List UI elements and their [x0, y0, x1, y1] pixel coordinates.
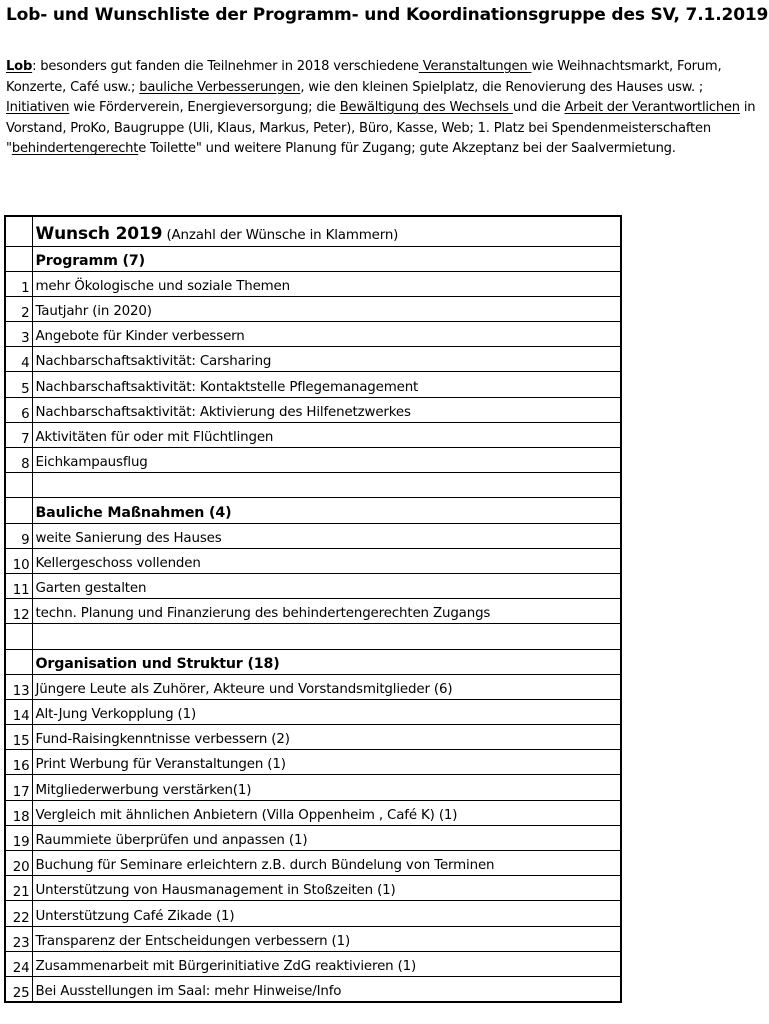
row-text: Bei Ausstellungen im Saal: mehr Hinweise/Info	[32, 976, 621, 1001]
row-number: 19	[5, 825, 32, 850]
row-number: 22	[5, 901, 32, 926]
row-text: Nachbarschaftsaktivität: Kontaktstelle Pflegemanagement	[32, 372, 621, 397]
lob-label: Lob	[6, 59, 33, 74]
row-number: 4	[5, 347, 32, 372]
table-row	[5, 800, 621, 825]
intro-text-1: : besonders gut fanden die Teilnehmer in 2018 verschiedene	[32, 59, 419, 74]
table-row	[5, 851, 621, 876]
row-text: Angebote für Kinder verbessern	[32, 322, 621, 347]
table-row	[5, 901, 621, 926]
table-row	[5, 951, 621, 976]
row-number: 8	[5, 448, 32, 473]
row-text: Transparenz der Entscheidungen verbessern (1)	[32, 926, 621, 951]
row-number: 10	[5, 548, 32, 573]
row-number: 17	[5, 775, 32, 800]
intro-text-3: , wie den kleinen Spielplatz, die Renovierung des Hauses usw. ;	[300, 79, 704, 95]
row-number: 2	[5, 296, 32, 321]
table-row	[5, 347, 621, 372]
table-row	[5, 422, 621, 447]
intro-highlight-bauliche-verbesserungen: bauliche Verbesserungen	[139, 79, 301, 95]
table-row	[5, 448, 621, 473]
row-text: Kellergeschoss vollenden	[32, 548, 621, 573]
row-text: Aktivitäten für oder mit Flüchtlingen	[32, 422, 621, 447]
row-number: 23	[5, 926, 32, 951]
row-text: Print Werbung für Veranstaltungen (1)	[32, 750, 621, 775]
row-number: 15	[5, 725, 32, 750]
section-num-cell	[5, 498, 32, 523]
intro-highlight-verantwortliche: Arbeit der Verantwortlichen	[564, 100, 740, 116]
row-text: Vergleich mit ähnlichen Anbietern (Villa Oppenheim , Café K) (1)	[32, 800, 621, 825]
page-title: Lob- und Wunschliste der Programm- und Koordinationsgruppe des SV, 7.1.2019	[6, 5, 769, 25]
section-title-row	[5, 246, 621, 271]
row-text: Buchung für Seminare erleichtern z.B. durch Bündelung von Terminen	[32, 851, 621, 876]
table-row	[5, 599, 621, 624]
row-text: Unterstützung von Hausmanagement in Stoßzeiten (1)	[32, 876, 621, 901]
header-cell	[32, 216, 621, 246]
intro-text-7: e Toilette" und weitere Planung für Zugang; gute Akzeptanz bei der Saalvermietung.	[138, 141, 676, 157]
section-title-row	[5, 649, 621, 674]
intro-text-6: in Vorstand, ProKo, Baugruppe (Uli, Klaus, Markus, Peter), Büro, Kasse, Web; 1. Platz bei Spendenmeisterschaften "	[6, 100, 756, 157]
table-row	[5, 322, 621, 347]
section-title: Organisation und Struktur (18)	[32, 649, 621, 674]
section-num-cell	[5, 246, 32, 271]
intro-highlight-initiativen: Initiativen	[6, 100, 70, 116]
row-text: mehr Ökologische und soziale Themen	[32, 271, 621, 296]
row-text: Nachbarschaftsaktivität: Carsharing	[32, 347, 621, 372]
row-text: Mitgliederwerbung verstärken(1)	[32, 775, 621, 800]
spacer-row	[5, 624, 621, 649]
table-row	[5, 699, 621, 724]
section-title-row	[5, 498, 621, 523]
row-text: techn. Planung und Finanzierung des behindertengerechten Zugangs	[32, 599, 621, 624]
spacer-row	[5, 473, 621, 498]
row-text: Fund-Raisingkenntnisse verbessern (2)	[32, 725, 621, 750]
table-row	[5, 573, 621, 598]
section-num-cell	[5, 649, 32, 674]
spacer-cell	[32, 473, 621, 498]
row-number: 5	[5, 372, 32, 397]
table-heading: Wunsch 2019	[35, 223, 163, 244]
row-text: Tautjahr (in 2020)	[32, 296, 621, 321]
row-text: Raummiete überprüfen und anpassen (1)	[32, 825, 621, 850]
row-text: Nachbarschaftsaktivität: Aktivierung des Hilfenetzwerkes	[32, 397, 621, 422]
header-num-cell	[5, 216, 32, 246]
table-row	[5, 775, 621, 800]
row-number: 13	[5, 674, 32, 699]
row-number: 7	[5, 422, 32, 447]
table-row	[5, 750, 621, 775]
row-text: Zusammenarbeit mit Bürgerinitiative ZdG reaktivieren (1)	[32, 951, 621, 976]
spacer-num-cell	[5, 624, 32, 649]
row-text: Garten gestalten	[32, 573, 621, 598]
row-number: 11	[5, 573, 32, 598]
row-number: 1	[5, 271, 32, 296]
row-number: 6	[5, 397, 32, 422]
spacer-num-cell	[5, 473, 32, 498]
intro-highlight-veranstaltungen: Veranstaltungen	[418, 59, 532, 74]
intro-highlight-behindertengerecht: behindertengerecht	[11, 141, 139, 157]
table-row	[5, 271, 621, 296]
row-number: 20	[5, 851, 32, 876]
row-text: Eichkampausflug	[32, 448, 621, 473]
row-number: 18	[5, 800, 32, 825]
row-number: 9	[5, 523, 32, 548]
row-text: Jüngere Leute als Zuhörer, Akteure und Vorstandsmitglieder (6)	[32, 674, 621, 699]
table-row	[5, 976, 621, 1001]
table-row	[5, 926, 621, 951]
table-row	[5, 523, 621, 548]
table-row	[5, 725, 621, 750]
table-row	[5, 674, 621, 699]
row-number: 3	[5, 322, 32, 347]
spacer-cell	[32, 624, 621, 649]
table-row	[5, 296, 621, 321]
row-number: 16	[5, 750, 32, 775]
section-title: Programm (7)	[32, 246, 621, 271]
row-number: 25	[5, 976, 32, 1001]
row-number: 21	[5, 876, 32, 901]
section-title: Bauliche Maßnahmen (4)	[32, 498, 621, 523]
intro-text-5: und die	[512, 100, 565, 116]
table-row	[5, 825, 621, 850]
table-row	[5, 372, 621, 397]
table-header-row	[5, 216, 621, 246]
row-text: Unterstützung Café Zikade (1)	[32, 901, 621, 926]
table-heading-note: (Anzahl der Wünsche in Klammern)	[162, 227, 399, 243]
wish-table-body	[5, 216, 621, 1002]
row-number: 24	[5, 951, 32, 976]
intro-text-4: wie Förderverein, Energieversorgung; die	[69, 100, 340, 116]
row-text: weite Sanierung des Hauses	[32, 523, 621, 548]
intro-highlight-wechsel: Bewältigung des Wechsels	[339, 100, 513, 116]
table-row	[5, 876, 621, 901]
row-number: 12	[5, 599, 32, 624]
intro-paragraph	[6, 57, 762, 160]
row-number: 14	[5, 699, 32, 724]
table-row	[5, 548, 621, 573]
row-text: Alt-Jung Verkopplung (1)	[32, 699, 621, 724]
table-row	[5, 397, 621, 422]
wish-table	[4, 215, 622, 1003]
intro-text-2: wie Weihnachtsmarkt, Forum, Konzerte, Café usw.;	[6, 59, 722, 95]
